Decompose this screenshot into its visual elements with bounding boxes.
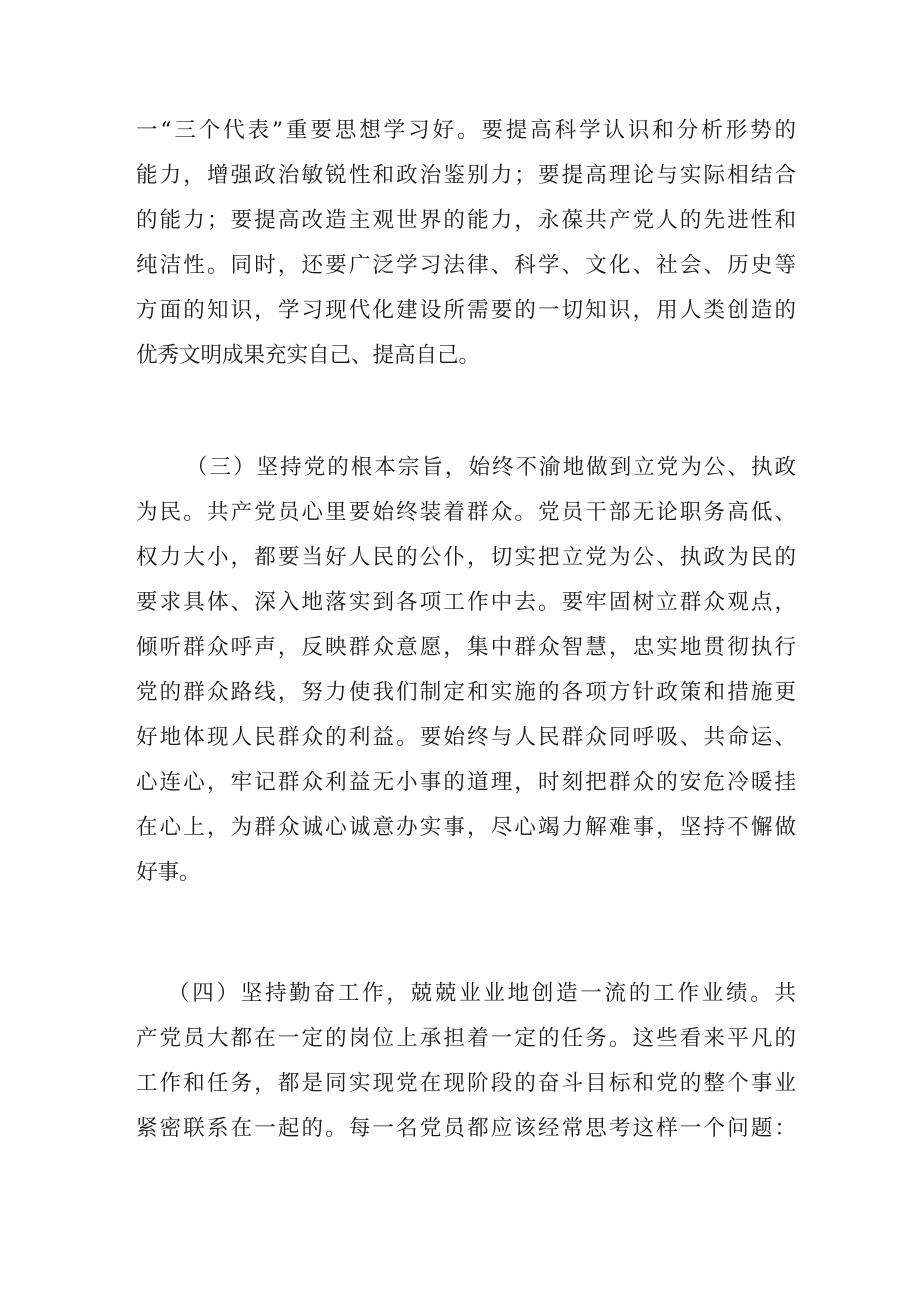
paragraph-line: 党的群众路线，努力使我们制定和实施的各项方针政策和措施更: [136, 680, 796, 705]
paragraph-line: 的能力；要提高改造主观世界的能力，永葆共产党人的先进性和: [136, 208, 796, 233]
paragraph-line: （四）坚持勤奋工作，兢兢业业地创造一流的工作业绩。共: [168, 981, 796, 1006]
paragraph-line: 紧密联系在一起的。每一名党员都应该经常思考这样一个问题：: [136, 1116, 796, 1141]
paragraph-line: 一“三个代表”重要思想学习好。要提高科学认识和分析形势的: [136, 118, 796, 143]
paragraph-line: 产党员大都在一定的岗位上承担着一定的任务。这些看来平凡的: [136, 1026, 796, 1051]
paragraph-3: [136, 971, 796, 1151]
paragraph-line: 在心上，为群众诚心诚意办实事，尽心竭力解难事，坚持不懈做: [136, 815, 796, 840]
paragraph-1: [136, 108, 796, 378]
paragraph-2: [136, 445, 796, 895]
paragraph-line: 权力大小，都要当好人民的公仆，切实把立党为公、执政为民的: [136, 545, 796, 570]
paragraph-line: 工作和任务，都是同实现党在现阶段的奋斗目标和党的整个事业: [136, 1071, 796, 1096]
paragraph-line: 能力，增强政治敏锐性和政治鉴别力；要提高理论与实际相结合: [136, 163, 796, 188]
paragraph-line: 好地体现人民群众的利益。要始终与人民群众同呼吸、共命运、: [136, 725, 796, 750]
paragraph-line: （三）坚持党的根本宗旨，始终不渝地做到立党为公、执政: [186, 455, 796, 480]
paragraph-line: 方面的知识，学习现代化建设所需要的一切知识，用人类创造的: [136, 298, 796, 323]
paragraph-line: 好事。: [136, 860, 201, 885]
paragraph-line: 优秀文明成果充实自己、提高自己。: [136, 343, 481, 368]
paragraph-line: 要求具体、深入地落实到各项工作中去。要牢固树立群众观点，: [136, 590, 796, 615]
paragraph-line: 心连心，牢记群众利益无小事的道理，时刻把群众的安危冷暖挂: [136, 770, 796, 795]
paragraph-line: 倾听群众呼声，反映群众意愿，集中群众智慧，忠实地贯彻执行: [136, 635, 796, 660]
paragraph-line: 为民。共产党员心里要始终装着群众。党员干部无论职务高低、: [136, 500, 796, 525]
paragraph-line: 纯洁性。同时，还要广泛学习法律、科学、文化、社会、历史等: [136, 253, 796, 278]
